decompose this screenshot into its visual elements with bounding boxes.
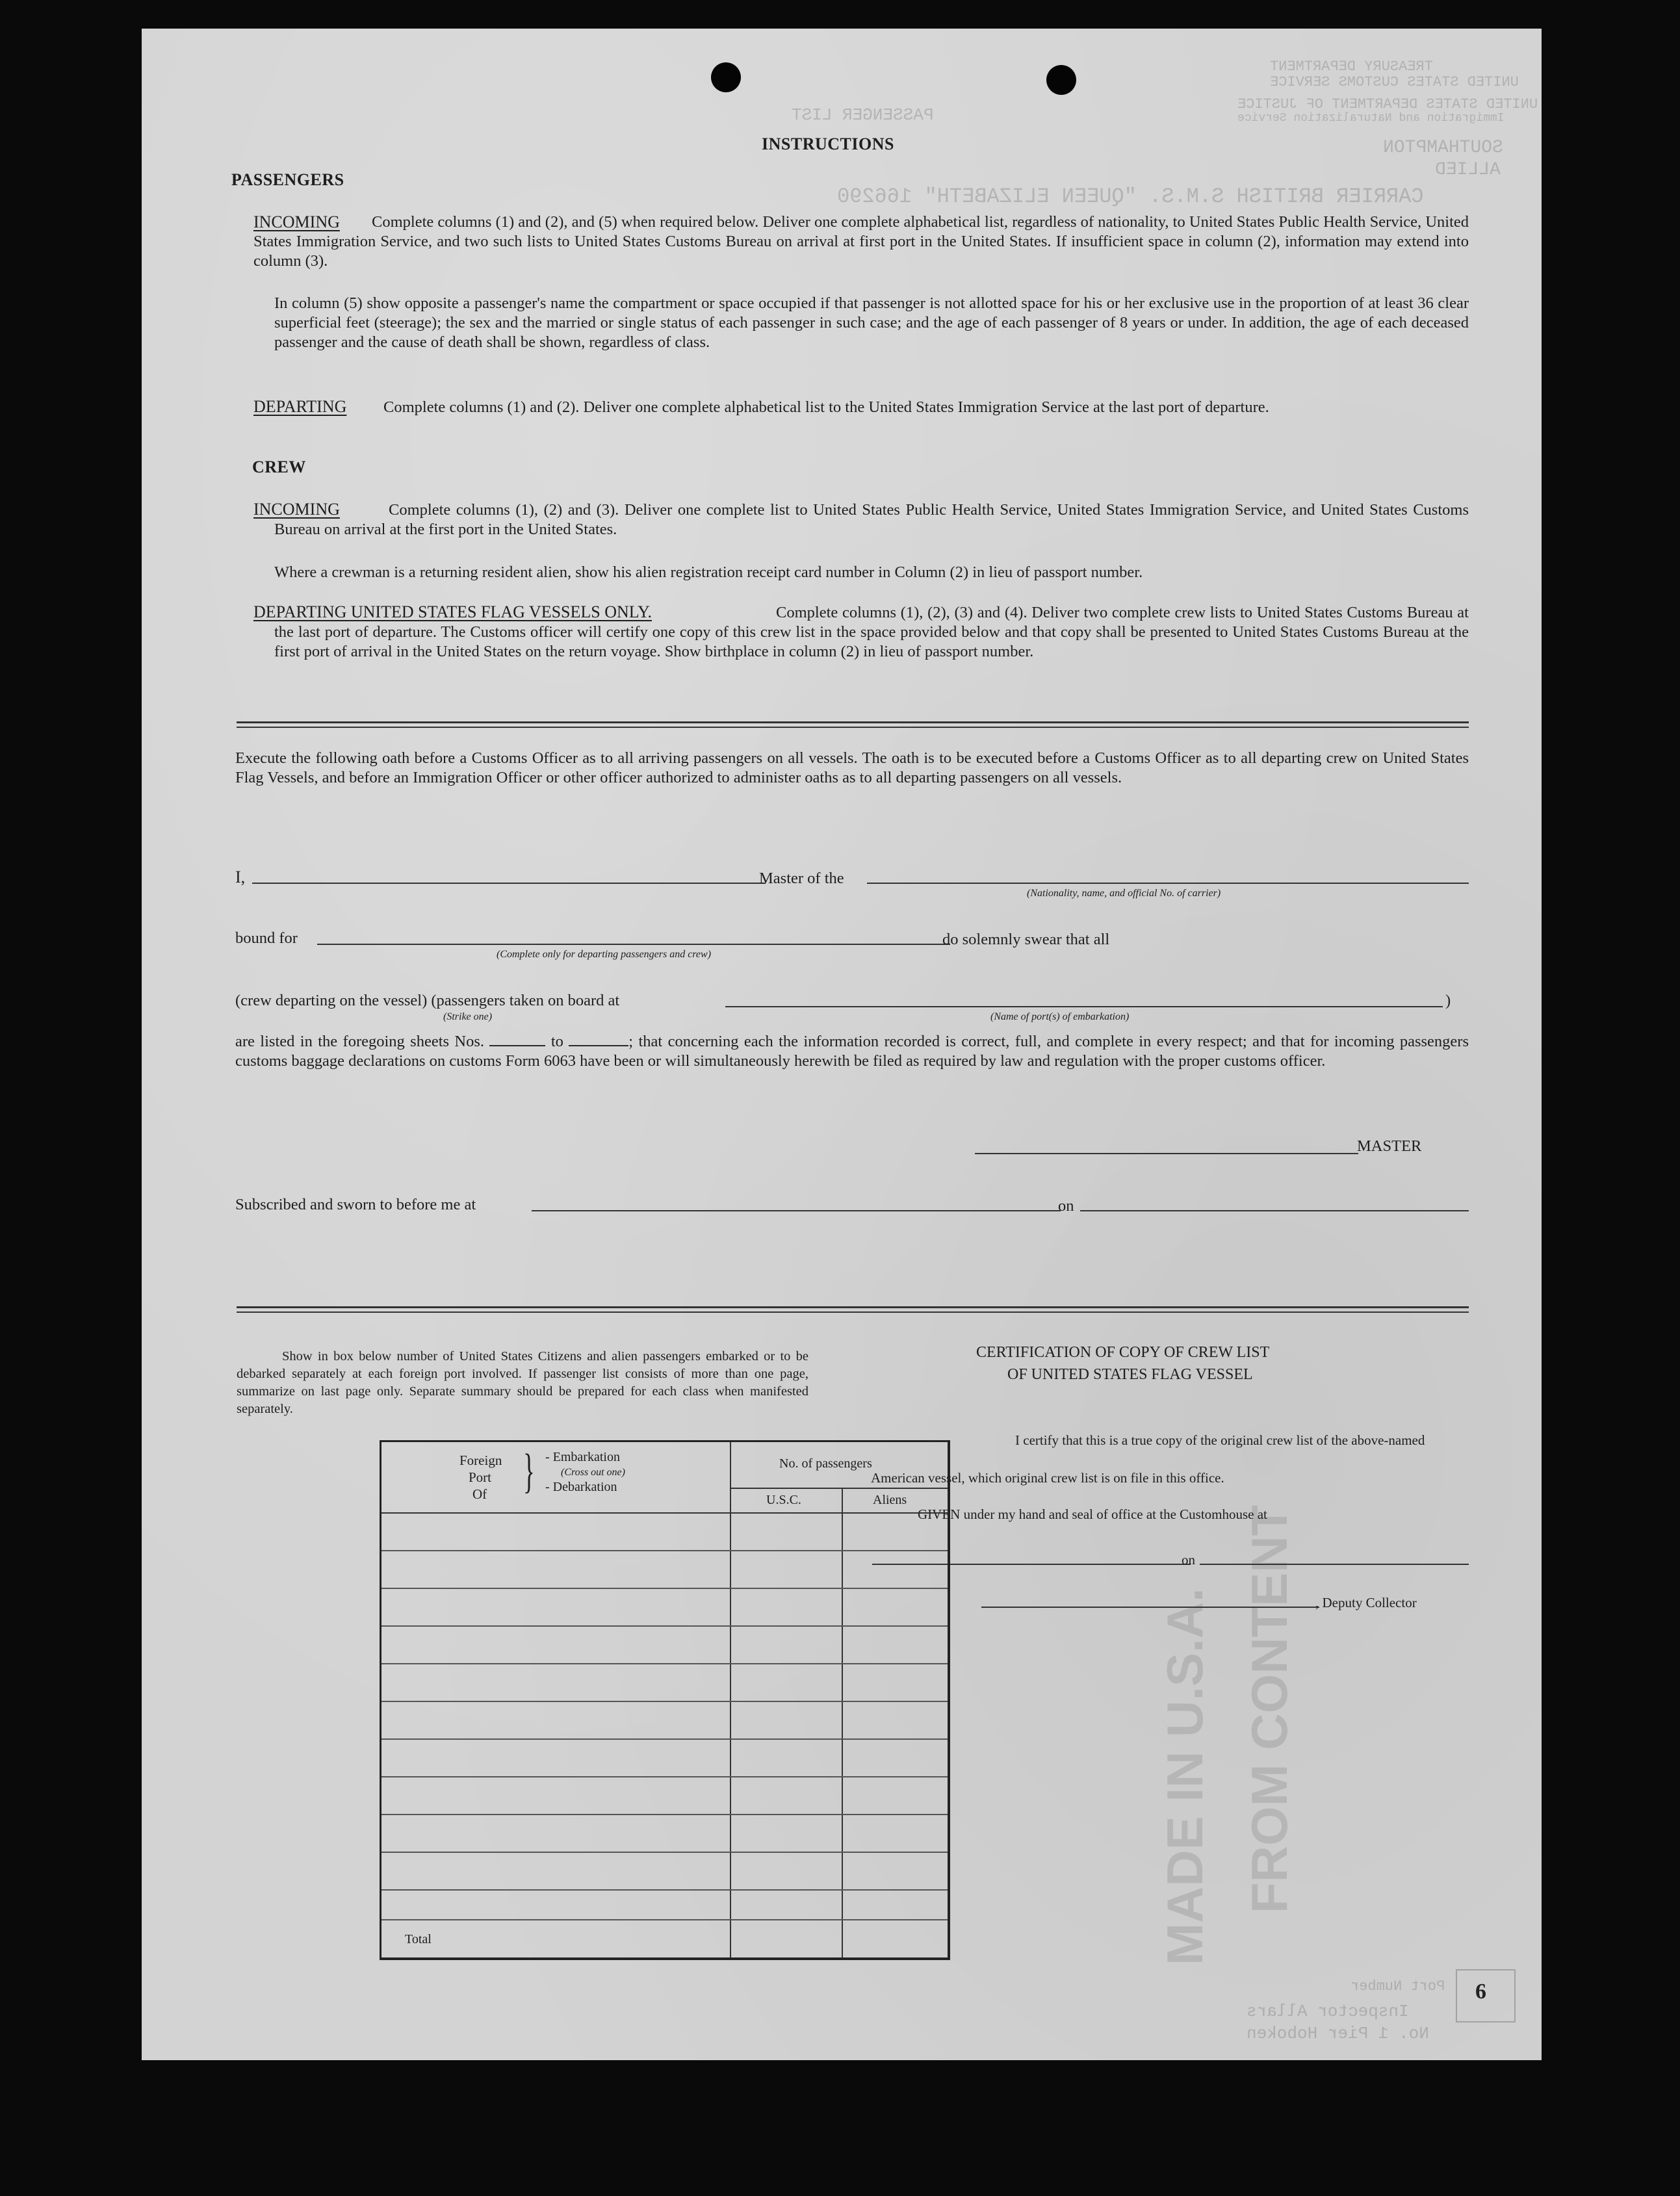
- oath-swear-label: do solemnly swear that all: [942, 931, 1110, 948]
- subscribed-date-line[interactable]: [1080, 1210, 1469, 1211]
- bleed-through-foot-2: Inspector Allars: [1247, 2002, 1409, 2021]
- crew-heading: CREW: [252, 458, 306, 476]
- master-label: MASTER: [1357, 1137, 1422, 1155]
- certification-on-label: on: [1182, 1552, 1195, 1568]
- table-row-line: [381, 1852, 948, 1853]
- oath-strike-one-note: (Strike one): [443, 1011, 493, 1022]
- header-usc: U.S.C.: [766, 1493, 801, 1507]
- table-row-line: [381, 1663, 948, 1664]
- oath-master-of-label: Master of the: [759, 870, 844, 887]
- oath-sheet-from-blank[interactable]: [489, 1032, 545, 1046]
- table-row-line: [381, 1625, 948, 1627]
- bleed-through-agency-4: Immigration and Naturalization Service: [1237, 112, 1505, 125]
- bleed-through-port-2: ALLIED: [1435, 160, 1501, 180]
- oath-name-line[interactable]: [252, 883, 766, 884]
- header-aliens: Aliens: [873, 1493, 907, 1507]
- table-row-line: [381, 1919, 948, 1920]
- bleed-through-agency-1: TREASURY DEPARTMENT: [1270, 58, 1433, 75]
- crewman-body: Where a crewman is a returning resident alien, show his alien registration receipt card number in Column (2) in lieu of passport number.: [274, 563, 1143, 581]
- table-row-line: [381, 1738, 948, 1740]
- table-subheader-line: [730, 1488, 948, 1489]
- passengers-departing-label: DEPARTING: [253, 397, 347, 416]
- oath-complete-only-note: (Complete only for departing passengers and crew): [497, 949, 712, 960]
- oath-close-paren: ): [1445, 992, 1451, 1009]
- table-header-line: [381, 1512, 948, 1514]
- bleed-through-stamp-1: MADE IN U.S.A.: [1156, 1588, 1213, 1965]
- oath-sheet-to-blank[interactable]: [569, 1032, 628, 1046]
- header-no-passengers: No. of passengers: [779, 1456, 872, 1471]
- departing-flag-body: Complete columns (1), (2), (3) and (4). Deliver two complete crew lists to United States Customs Bureau at the last port of departure. The Customs officer will certify one copy of this crew list in the space provided below and that copy shall be presented to United States Customs Bureau at the first port of arrival in the United States on the return voyage. Show birthplace in column (2) in lieu of passport number.: [274, 604, 1469, 660]
- oath-ports-note: (Name of port(s) of embarkation): [990, 1011, 1130, 1022]
- column5-body: In column (5) show opposite a passenger's name the compartment or space occupied if that passenger is not allotted space for his or her exclusive use in the proportion of at least 36 clear superficial feet (steerage); the sex and the married or single status of each passenger in such case; and the age of each passenger of 8 years or under. In addition, the age of each deceased passenger and the cause of death shall be shown, regardless of class.: [274, 294, 1469, 351]
- table-row-line: [381, 1776, 948, 1777]
- master-signature-line[interactable]: [975, 1153, 1358, 1154]
- subscribed-on-label: on: [1058, 1197, 1074, 1215]
- oath-listed-text-1: are listed in the foregoing sheets Nos.: [235, 1033, 485, 1050]
- instructions-title: INSTRUCTIONS: [762, 135, 894, 153]
- passengers-incoming-label: INCOMING: [253, 213, 340, 231]
- certification-deputy-label: , Deputy Collector: [1315, 1595, 1417, 1610]
- oath-listed-to: to: [550, 1033, 563, 1050]
- certification-title-1: CERTIFICATION OF COPY OF CREW LIST: [976, 1344, 1270, 1361]
- oath-nationality-note: (Nationality, name, and official No. of carrier): [1027, 888, 1221, 899]
- column5-text: [274, 294, 1469, 352]
- subscribed-label: Subscribed and sworn to before me at: [235, 1196, 476, 1213]
- header-debarkation: - Debarkation: [545, 1480, 617, 1494]
- summary-table: [380, 1440, 950, 1960]
- header-foreign: Foreign: [459, 1453, 502, 1468]
- summary-instructions: [237, 1348, 808, 1418]
- summary-instructions-body: Show in box below number of United States Citizens and alien passengers embarked or to be debarked separately at each foreign port involved. If passenger list consists of more than one page, summarize on last page only. Separate summary should be prepared for each class when manifested separately.: [237, 1349, 808, 1416]
- subscribed-place-line[interactable]: [532, 1210, 1061, 1211]
- header-port: Port: [469, 1469, 492, 1485]
- table-row-line: [381, 1701, 948, 1702]
- document-sheet: [142, 29, 1542, 2060]
- divider-bottom-2: [237, 1311, 1469, 1313]
- header-of: Of: [472, 1486, 487, 1502]
- page-number: 6: [1475, 1980, 1486, 2004]
- oath-intro: [235, 749, 1469, 788]
- deputy-signature-line[interactable]: [981, 1607, 1319, 1608]
- oath-listed-text-2: ; that concerning each the information recorded is correct, full, and complete in every respect; and that for incoming passengers customs baggage declarations on customs Form 6063 have been or will simultaneously herewith be filed as required by law and regulation with the proper customs officer.: [235, 1033, 1469, 1070]
- oath-bound-for-label: bound for: [235, 929, 298, 947]
- table-col-divider-1: [730, 1442, 731, 1957]
- passengers-departing-text: [274, 398, 1469, 417]
- departing-flag-label: DEPARTING UNITED STATES FLAG VESSELS ONLY.: [253, 602, 652, 621]
- header-brace: }: [523, 1445, 535, 1498]
- departing-flag-text: [274, 603, 1469, 662]
- bleed-through-port-1: SOUTHAMPTON: [1383, 138, 1503, 158]
- crew-incoming-label: INCOMING: [253, 500, 340, 519]
- punch-hole-right: [1046, 65, 1076, 95]
- divider-top-2: [237, 727, 1469, 728]
- certification-text-2: American vessel, which original crew list is on file in this office.: [871, 1470, 1224, 1486]
- bleed-through-foot-1: Port Number: [1350, 1978, 1445, 1995]
- oath-i-label: I,: [235, 868, 246, 886]
- header-cross-out: (Cross out one): [561, 1467, 625, 1478]
- crew-incoming-text: [274, 500, 1469, 539]
- total-label: Total: [405, 1932, 432, 1946]
- passengers-departing-body: Complete columns (1) and (2). Deliver one complete alphabetical list to the United States Immigration Service at the last port of departure.: [383, 398, 1269, 416]
- passengers-heading: PASSENGERS: [231, 170, 344, 189]
- divider-top-1: [237, 721, 1469, 723]
- bleed-through-foot-3: No. 1 Pier Hoboken: [1247, 2024, 1429, 2043]
- oath-bound-for-line[interactable]: [317, 944, 950, 945]
- crewman-text: [274, 563, 1469, 582]
- header-embarkation: - Embarkation: [545, 1450, 620, 1464]
- bleed-through-agency-3: UNITED STATES DEPARTMENT OF JUSTICE: [1237, 96, 1538, 112]
- bleed-through-agency-2: UNITED STATES CUSTOMS SERVICE: [1270, 74, 1519, 90]
- passengers-incoming-text: [253, 213, 1469, 271]
- certification-date-line[interactable]: [1200, 1564, 1469, 1565]
- certification-text-1: I certify that this is a true copy of the original crew list of the above-named: [1015, 1432, 1425, 1448]
- certification-given-text: GIVEN under my hand and seal of office at the Customhouse at: [918, 1506, 1267, 1522]
- oath-intro-body: Execute the following oath before a Customs Officer as to all arriving passengers on all vessels. The oath is to be executed before a Customs Officer as to all departing crew on United States Flag Vessels, and before an Immigration Officer or other officer authorized to administer oaths as to all departing passengers on all vessels.: [235, 749, 1469, 786]
- divider-bottom-1: [237, 1306, 1469, 1308]
- bleed-through-carrier: CARRIER BRITISH S.M.S. "QUEEN ELIZABETH" 166290: [837, 185, 1424, 209]
- oath-crew-departing-label: (crew departing on the vessel) (passengers taken on board at: [235, 992, 620, 1009]
- table-col-divider-2: [842, 1488, 843, 1957]
- table-row-line: [381, 1814, 948, 1815]
- bleed-through-stamp-2: FROM CONTENT: [1241, 1505, 1298, 1913]
- bleed-through-header: PASSENGER LIST: [792, 105, 934, 125]
- table-row-line: [381, 1588, 948, 1589]
- punch-hole-left: [711, 62, 741, 92]
- oath-embarkation-line[interactable]: [725, 1006, 1443, 1007]
- table-row-line: [381, 1550, 948, 1551]
- passengers-incoming-body: Complete columns (1) and (2), and (5) when required below. Deliver one complete alphabetical list, regardless of nationality, to United States Public Health Service, United States Immigration Service, and two such lists to United States Customs Bureau on arrival at first port in the United States. If insufficient space in column (2), information may extend into column (3).: [253, 213, 1469, 270]
- crew-incoming-body: Complete columns (1), (2) and (3). Deliver one complete list to United States Public Health Service, United States Immigration Service, and United States Customs Bureau on arrival at the first port in the United States.: [274, 501, 1469, 538]
- certification-title-2: OF UNITED STATES FLAG VESSEL: [1007, 1366, 1253, 1383]
- oath-listed-paragraph: [235, 1032, 1469, 1071]
- oath-carrier-line[interactable]: [867, 883, 1469, 884]
- table-row-line: [381, 1889, 948, 1891]
